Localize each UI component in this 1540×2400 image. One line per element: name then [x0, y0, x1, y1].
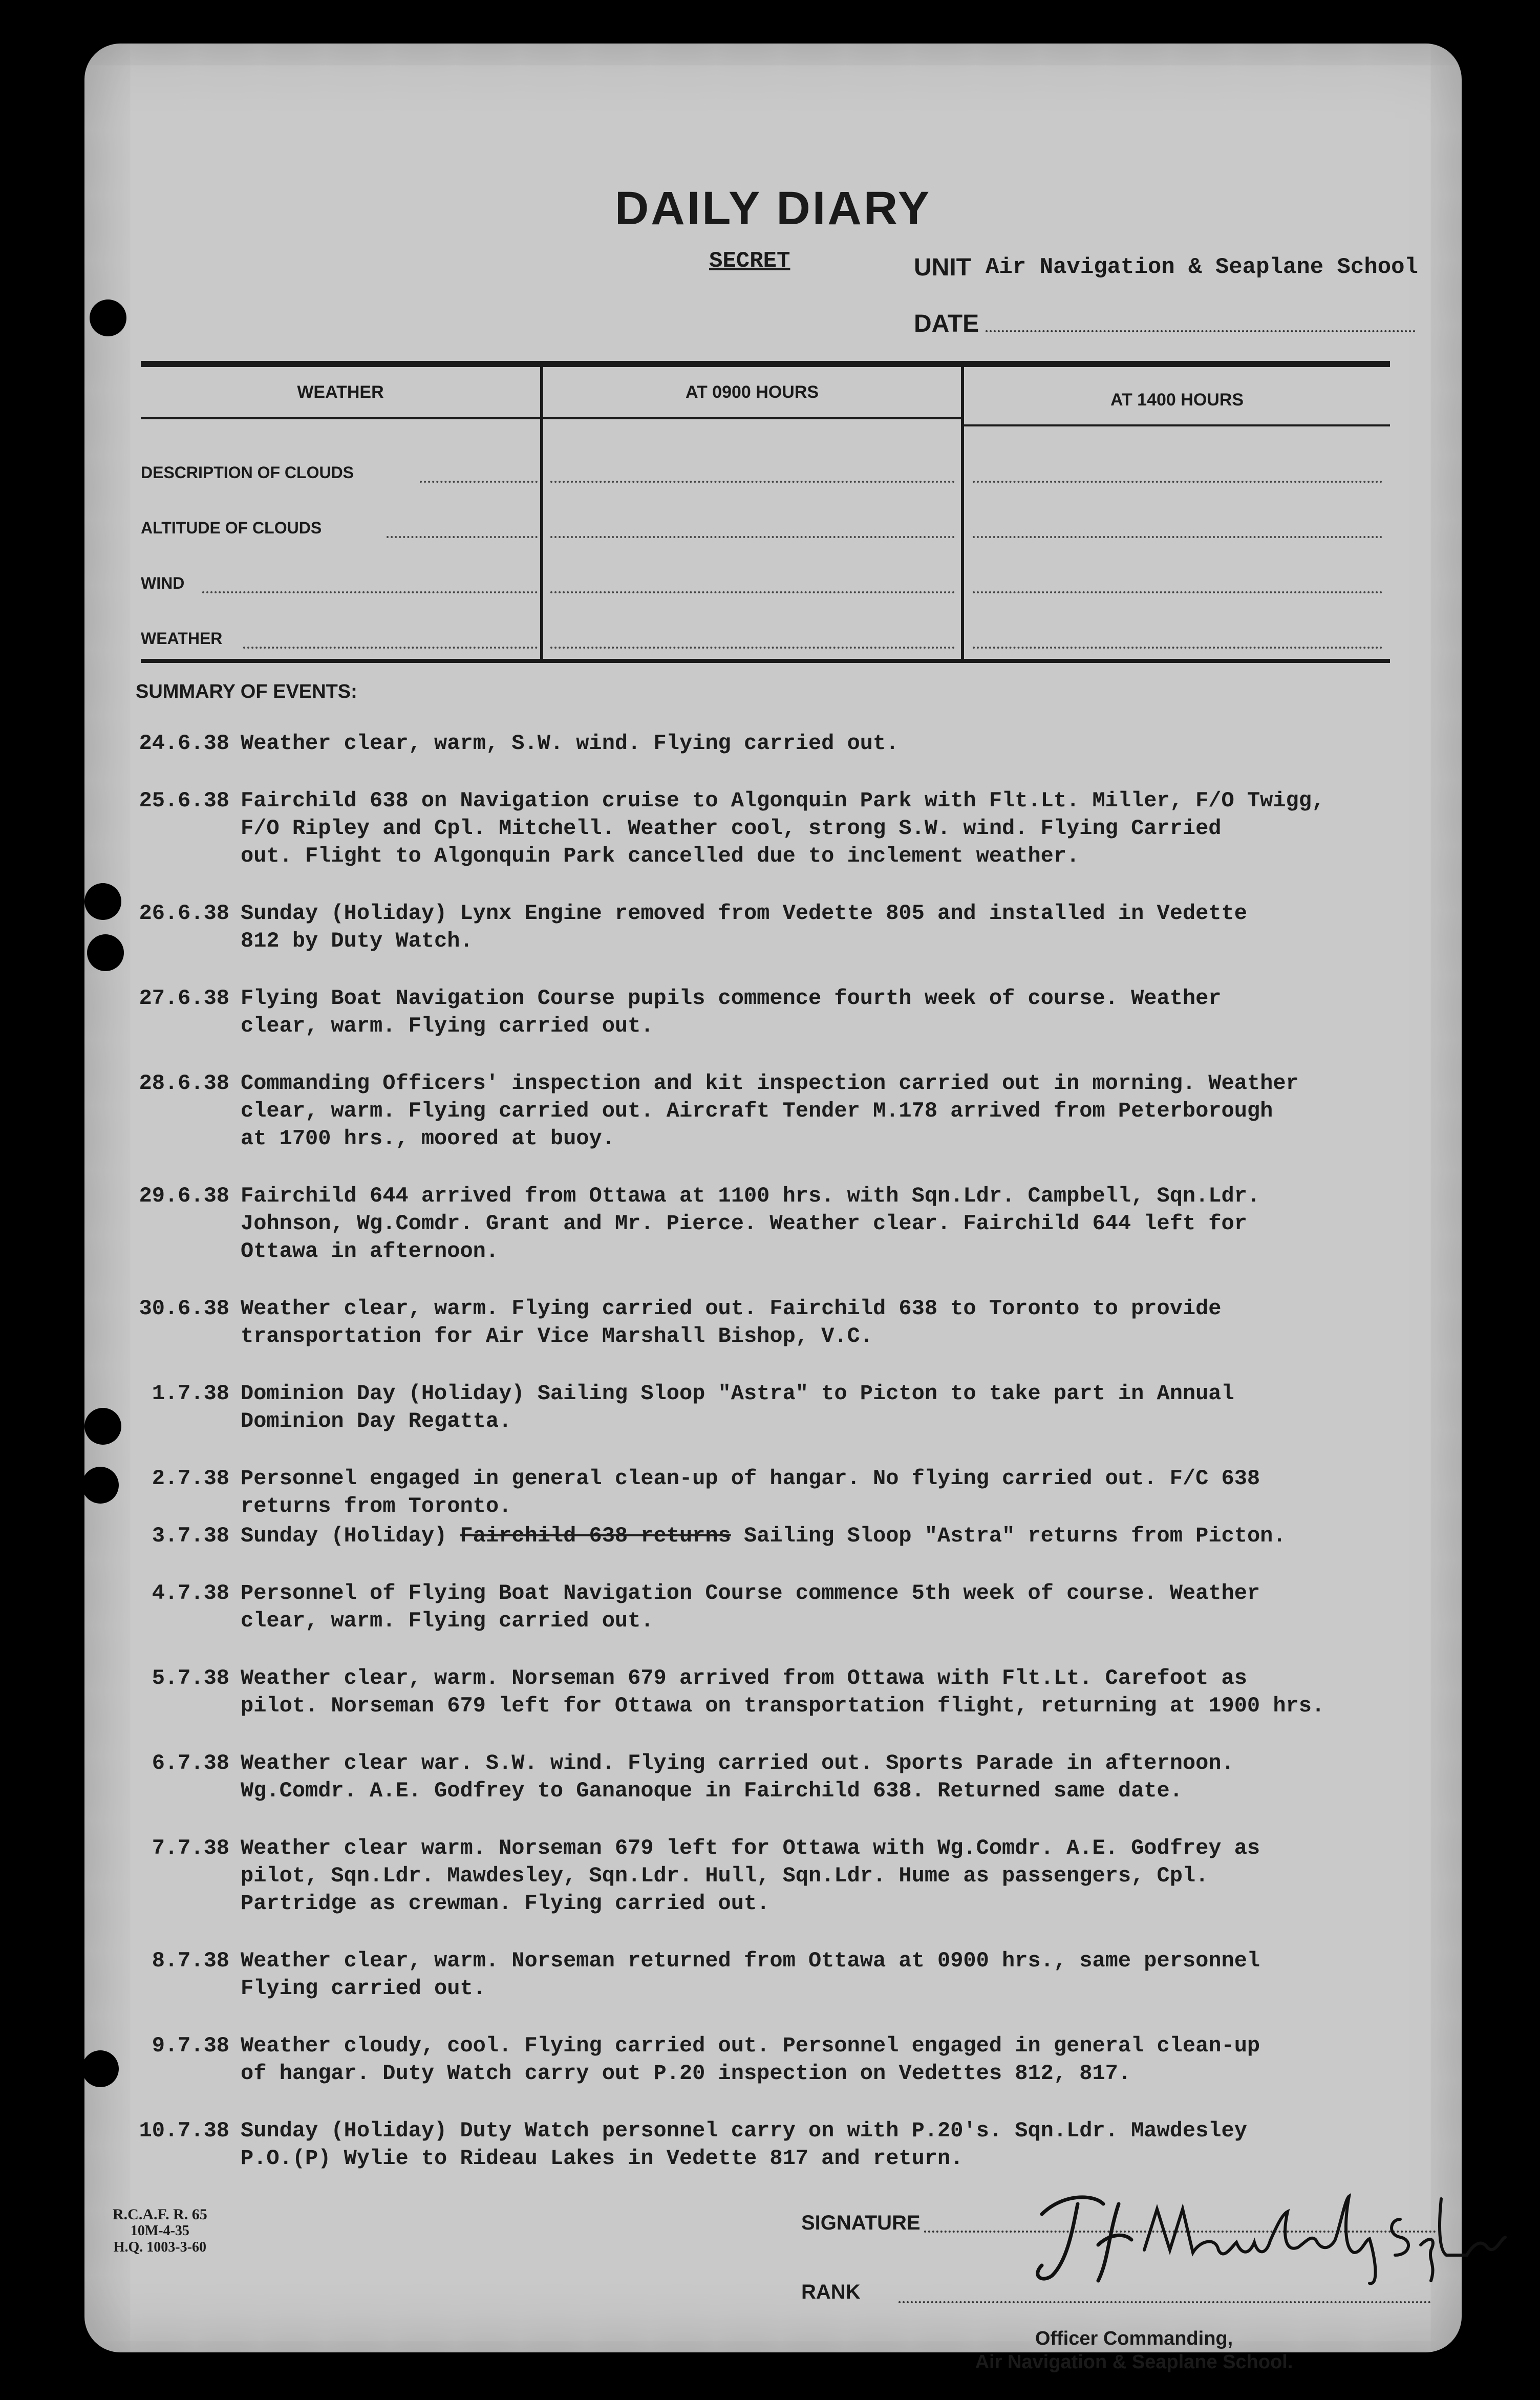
entry-date: 4.7.38	[152, 1581, 229, 1605]
diary-entry	[136, 1834, 1446, 1917]
entry-text: Personnel engaged in general clean-up of hangar. No flying carried out. F/C 638 returns from Toronto.	[241, 1466, 1260, 1518]
handwritten-signature	[1021, 2183, 1508, 2286]
entry-date: 9.7.38	[152, 2033, 229, 2058]
diary-entry	[136, 1579, 1446, 1635]
entry-date: 24.6.38	[139, 731, 229, 756]
form-hq-code: H.Q. 1003-3-60	[113, 2239, 206, 2255]
date-label: DATE	[914, 310, 979, 337]
rank-label: RANK	[801, 2281, 861, 2303]
officer-commanding-block	[883, 2327, 1385, 2374]
diary-sheet	[84, 44, 1462, 2373]
row-fill-line	[973, 647, 1382, 649]
entry-text-part: Sailing Sloop "Astra" returns from Picton.	[731, 1524, 1286, 1548]
classification-mark: SECRET	[709, 248, 790, 274]
punch-hole	[84, 883, 121, 920]
entry-text-part: Sunday (Holiday)	[241, 1524, 460, 1548]
rank-line	[899, 2301, 1431, 2303]
row-label-clouds: DESCRIPTION OF CLOUDS	[141, 463, 354, 482]
entry-text: Sunday (Holiday) Duty Watch personnel carry on with P.20's. Sqn.Ldr. Mawdesley P.O.(P) Wylie to Rideau Lakes in Vedette 817 and return.	[241, 2118, 1247, 2171]
entry-date: 8.7.38	[152, 1948, 229, 1973]
diary-entry	[136, 1295, 1446, 1350]
form-print-code: 10M-4-35	[130, 2223, 189, 2239]
column-header-1400: AT 1400 HOURS	[1110, 390, 1244, 410]
entry-date: 26.6.38	[139, 901, 229, 926]
row-fill-line	[243, 647, 538, 649]
entry-text: Weather clear, warm. Flying carried out. Fairchild 638 to Toronto to provide transportation for Air Vice Marshall Bishop, V.C.	[241, 1296, 1222, 1348]
weather-table	[141, 361, 1390, 663]
entry-date: 10.7.38	[139, 2118, 229, 2143]
entry-text: Fairchild 644 arrived from Ottawa at 1100 hrs. with Sqn.Ldr. Campbell, Sqn.Ldr. Johnson, Wg.Comdr. Grant and Mr. Pierce. Weather clear. Fairchild 644 left for Ottawa in afternoon.	[241, 1184, 1260, 1263]
entry-text	[241, 1522, 1446, 1550]
row-fill-line	[420, 481, 538, 483]
entry-date: 7.7.38	[152, 1836, 229, 1860]
row-fill-line	[973, 481, 1382, 483]
entry-text: Commanding Officers' inspection and kit inspection carried out in morning. Weather clear, warm. Flying carried out. Aircraft Tender M.178 arrived from Peterborough at 1700 hrs., moored at buoy.	[241, 1071, 1299, 1151]
form-code: R.C.A.F. R. 65	[113, 2206, 207, 2223]
diary-entry	[136, 984, 1446, 1040]
signature-label: SIGNATURE	[801, 2212, 921, 2234]
diary-entry	[136, 730, 1446, 757]
diary-entry	[136, 1947, 1446, 2002]
row-fill-line	[973, 591, 1382, 593]
entry-date: 3.7.38	[152, 1524, 229, 1548]
entry-text: Weather clear, warm. Norseman returned from Ottawa at 0900 hrs., same personnel Flying carried out.	[241, 1948, 1260, 2001]
column-divider	[961, 367, 964, 659]
entry-text: Personnel of Flying Boat Navigation Course commence 5th week of course. Weather clear, warm. Flying carried out.	[241, 1581, 1260, 1633]
unit-label: UNIT	[914, 254, 971, 281]
row-label-altitude: ALTITUDE OF CLOUDS	[141, 519, 322, 537]
struck-through-text: Fairchild 638 returns	[460, 1524, 731, 1548]
unit-value: Air Navigation & Seaplane School	[986, 254, 1418, 280]
punch-hole	[82, 2050, 119, 2087]
header-rule	[964, 424, 1390, 426]
row-label-weather: WEATHER	[141, 629, 223, 648]
date-field-line	[986, 330, 1416, 332]
diary-entry	[136, 2117, 1446, 2172]
entry-text: Weather clear, warm. Norseman 679 arrived from Ottawa with Flt.Lt. Carefoot as pilot. Norseman 679 left for Ottawa on transportation flight, returning at 1900 hrs.	[241, 1666, 1325, 1718]
row-label-wind: WIND	[141, 574, 185, 592]
column-header-0900: AT 0900 HOURS	[685, 382, 819, 402]
diary-entry	[136, 1380, 1446, 1435]
row-fill-line	[550, 481, 955, 483]
header-rule	[141, 417, 540, 419]
summary-heading: SUMMARY OF EVENTS:	[136, 681, 357, 702]
diary-entry	[136, 1749, 1446, 1805]
entry-date: 5.7.38	[152, 1666, 229, 1690]
diary-entry	[136, 2032, 1446, 2087]
summary-entries	[136, 730, 1446, 2202]
entry-text: Sunday (Holiday) Lynx Engine removed from Vedette 805 and installed in Vedette 812 by Duty Watch.	[241, 901, 1247, 953]
page-title: DAILY DIARY	[614, 182, 932, 234]
entry-date: 2.7.38	[152, 1466, 229, 1491]
weather-column-header: WEATHER	[297, 382, 384, 402]
row-fill-line	[550, 591, 955, 593]
entry-date: 25.6.38	[139, 788, 229, 813]
diary-entry	[136, 1522, 1446, 1550]
diary-entry	[136, 899, 1446, 955]
entry-text: Flying Boat Navigation Course pupils commence fourth week of course. Weather clear, warm. Flying carried out.	[241, 986, 1222, 1038]
entry-date: 30.6.38	[139, 1296, 229, 1321]
diary-entry	[136, 1465, 1446, 1520]
entry-date: 27.6.38	[139, 986, 229, 1011]
entry-date: 28.6.38	[139, 1071, 229, 1096]
diary-entry	[136, 1182, 1446, 1265]
officer-title: Officer Commanding,	[1035, 2328, 1233, 2349]
officer-unit: Air Navigation & Seaplane School.	[975, 2351, 1293, 2373]
diary-entry	[136, 787, 1446, 870]
punch-hole	[84, 1408, 121, 1445]
header-rule	[543, 417, 961, 419]
punch-hole	[90, 299, 126, 336]
column-divider	[540, 367, 543, 659]
entry-date: 6.7.38	[152, 1751, 229, 1775]
diary-entry	[136, 1664, 1446, 1720]
entry-text: Weather clear war. S.W. wind. Flying carried out. Sports Parade in afternoon. Wg.Comdr. A.E. Godfrey to Gananoque in Fairchild 638. Returned same date.	[241, 1751, 1234, 1803]
entry-date: 29.6.38	[139, 1184, 229, 1208]
entry-text: Weather cloudy, cool. Flying carried out. Personnel engaged in general clean-up of hangar. Duty Watch carry out P.20 inspection on Vedettes 812, 817.	[241, 2033, 1260, 2086]
entry-text: Weather clear, warm, S.W. wind. Flying carried out.	[241, 731, 899, 756]
entry-text: Dominion Day (Holiday) Sailing Sloop "Astra" to Picton to take part in Annual Dominion Day Regatta.	[241, 1381, 1234, 1433]
punch-hole	[87, 934, 124, 971]
entry-text: Fairchild 638 on Navigation cruise to Algonquin Park with Flt.Lt. Miller, F/O Twigg, F/O Ripley and Cpl. Mitchell. Weather cool, strong S.W. wind. Flying Carried out. Flight to Algonquin Park cancelled due to inclement weather.	[241, 788, 1325, 868]
diary-entry	[136, 1069, 1446, 1152]
entry-text: Weather clear warm. Norseman 679 left for Ottawa with Wg.Comdr. A.E. Godfrey as pilot, Sqn.Ldr. Mawdesley, Sqn.Ldr. Hull, Sqn.Ldr. Hume as passengers, Cpl. Partridge as crewman. Flying carried out.	[241, 1836, 1260, 1916]
row-fill-line	[550, 536, 955, 538]
row-fill-line	[387, 536, 538, 538]
row-fill-line	[202, 591, 538, 593]
form-code-block	[113, 2206, 207, 2256]
punch-hole	[82, 1467, 119, 1504]
row-fill-line	[550, 647, 955, 649]
row-fill-line	[973, 536, 1382, 538]
entry-date: 1.7.38	[152, 1381, 229, 1406]
